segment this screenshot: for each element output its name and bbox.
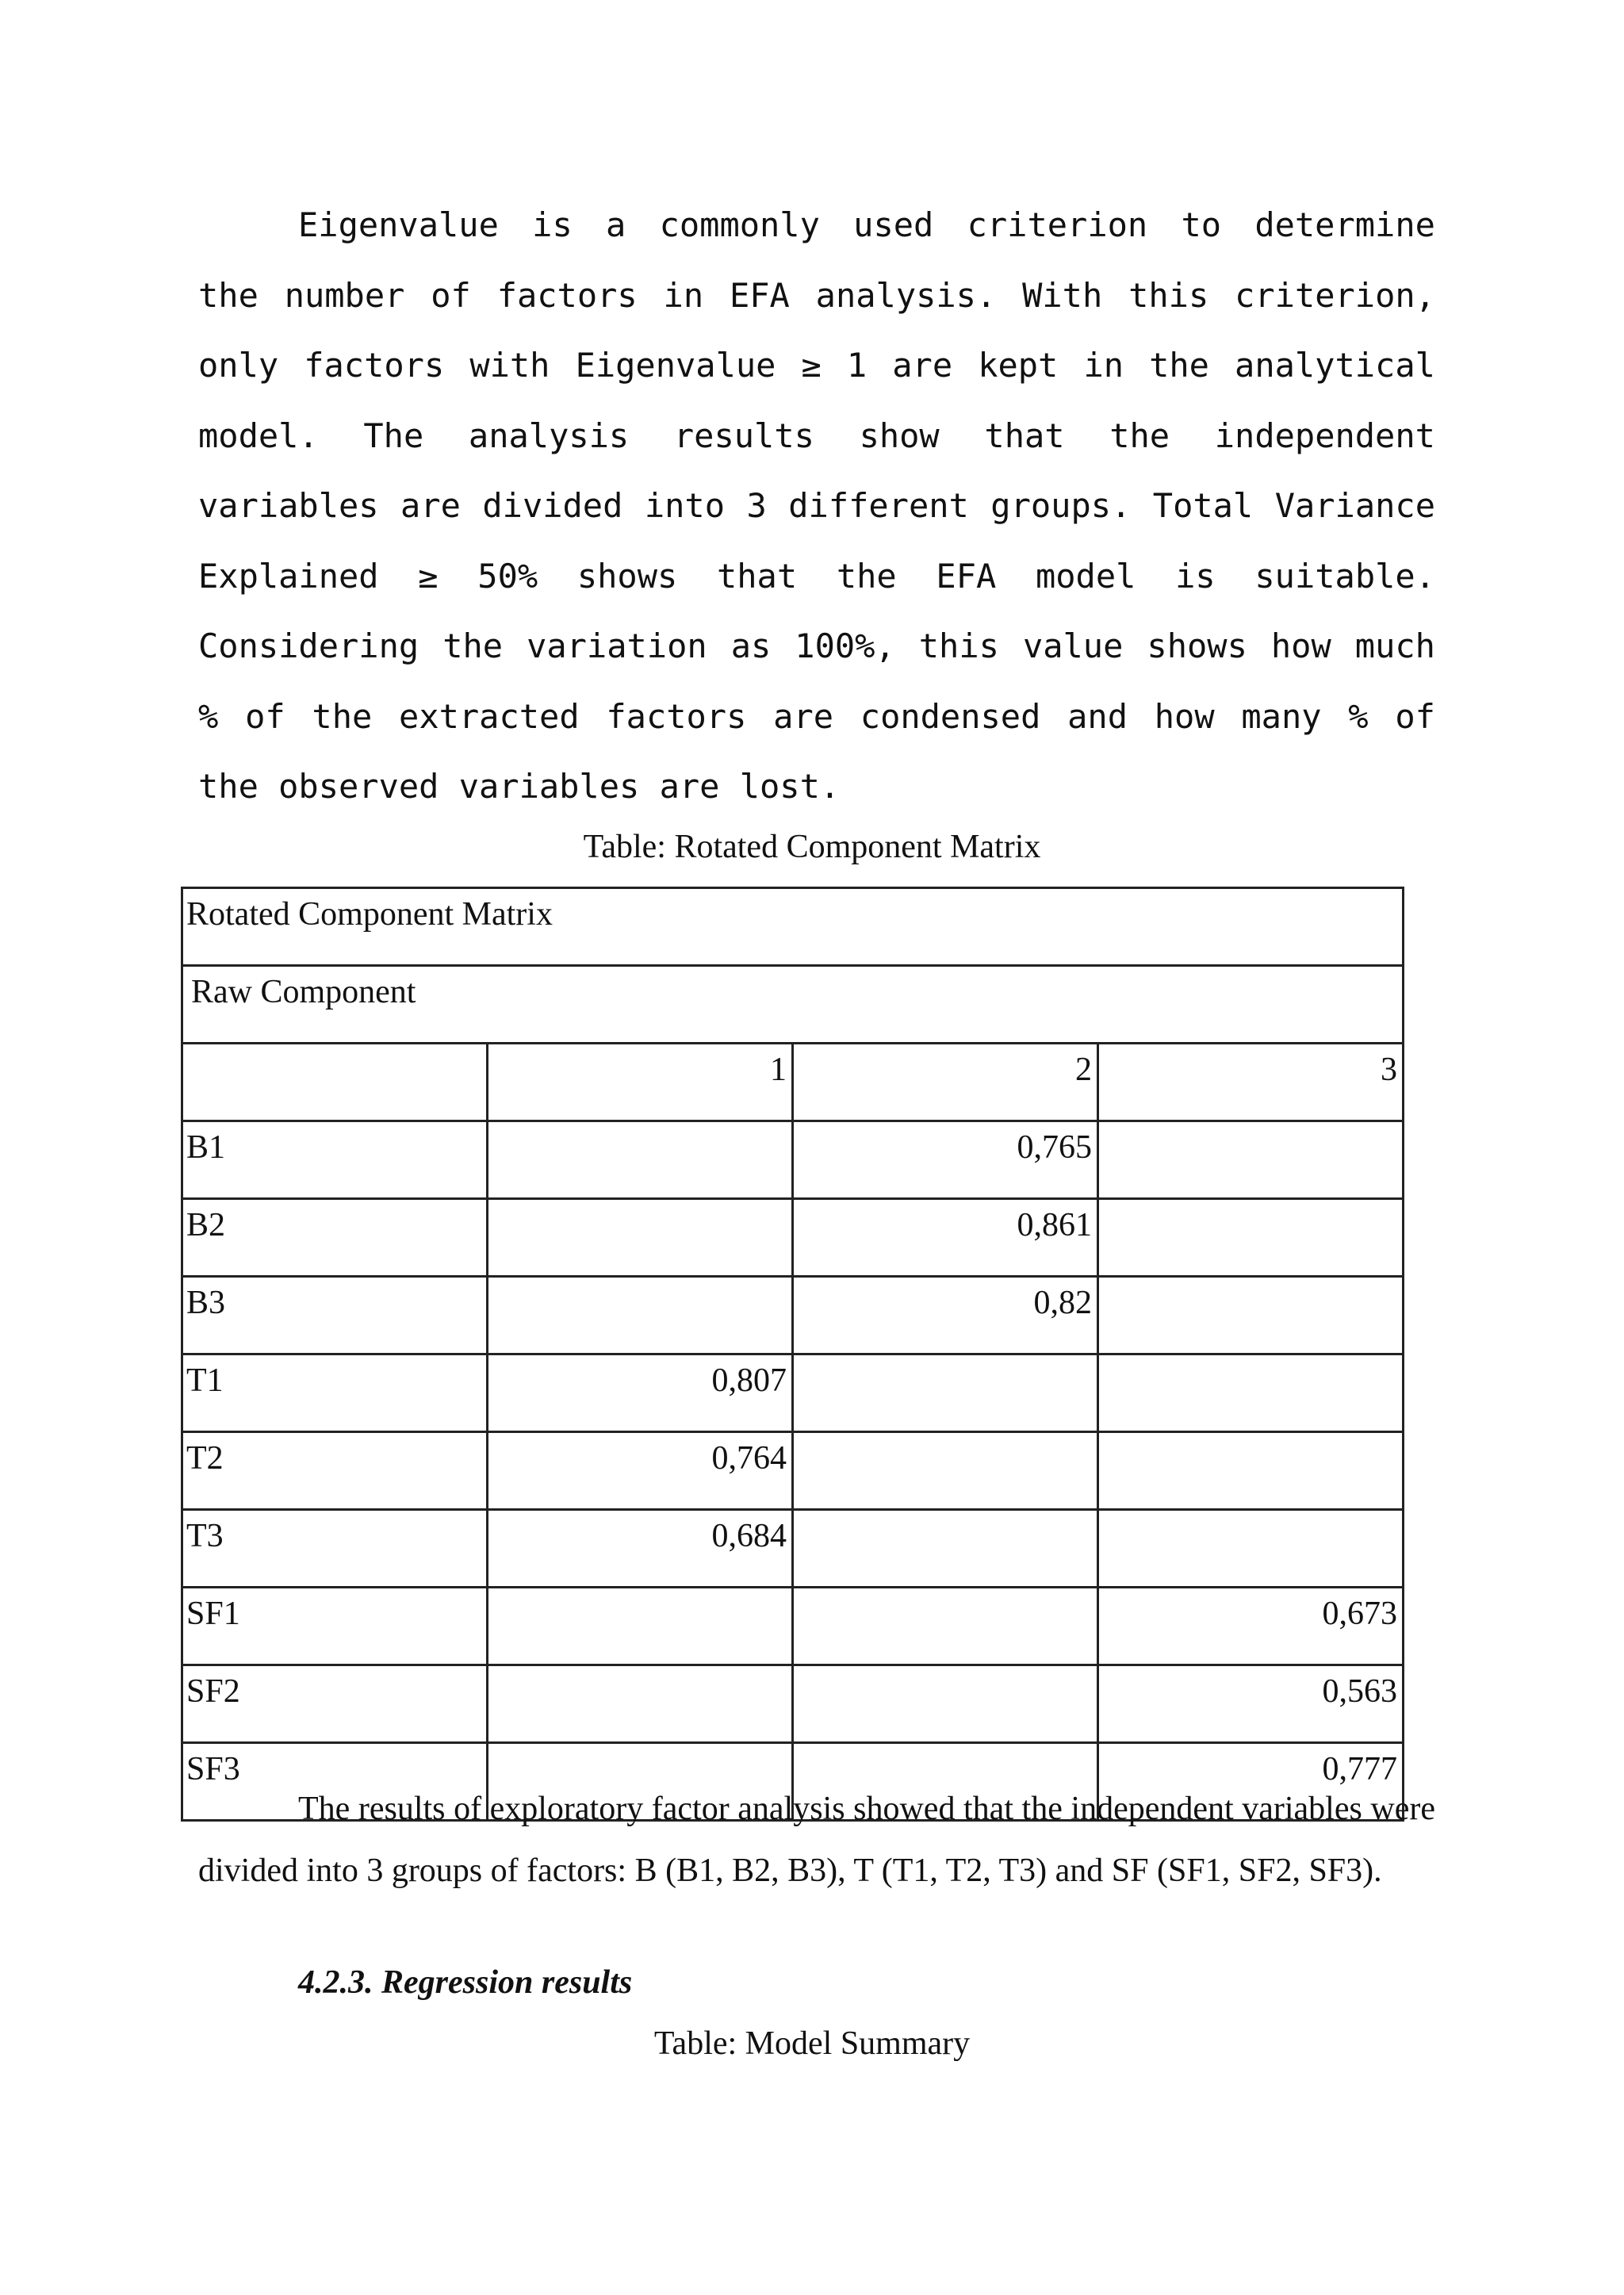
component-2-cell [793,1354,1098,1432]
paragraph-word: how [1154,696,1215,736]
paragraph-line [198,542,1435,612]
component-2-cell [793,1510,1098,1588]
component-3-cell: 0,563 [1098,1665,1404,1743]
paragraph-word: Eigenvalue [575,346,776,385]
paragraph-word: this [1128,275,1209,315]
paragraph-word: The [363,416,424,455]
row-label-cell: B1 [182,1121,488,1199]
paragraph-word: the [836,556,897,596]
table-row [182,1121,1404,1199]
row-label-cell: T1 [182,1354,488,1432]
paragraph-line [198,401,1435,472]
paragraph-line [198,190,1435,261]
paragraph-line [198,682,1435,753]
paragraph-word: Explained [198,556,379,596]
component-3-cell: 0,673 [1098,1588,1404,1665]
section-heading: 4.2.3. Regression results [298,1964,633,2001]
paragraph-word: % [198,696,219,736]
paragraph-word: With [1022,275,1103,315]
paragraph-word: shows [576,556,678,596]
paragraph-word: this [918,626,999,665]
paragraph-word: Variance [1274,486,1435,525]
paragraph-line [198,331,1435,401]
component-3-cell: 0,777 [1098,1743,1404,1821]
component-2-cell [793,1665,1098,1743]
row-label-cell: SF3 [182,1743,488,1821]
component-3-cell [1098,1199,1404,1277]
paragraph-word: are [773,696,834,736]
component-1-cell [488,1665,793,1743]
table-row [182,1665,1404,1743]
rotated-component-matrix-table [181,887,1404,1822]
table-subtitle-row [182,966,1404,1044]
paragraph-word: different [788,486,969,525]
paragraph-word: kept [978,346,1059,385]
paragraph-word: condensed [860,696,1041,736]
paragraph-word: variation [527,626,707,665]
component-1-cell [488,1199,793,1277]
paragraph-word: many [1241,696,1322,736]
paragraph-word: factors [304,346,445,385]
component-1-cell: 0,807 [488,1354,793,1432]
paragraph-word: the [1149,346,1209,385]
row-label-cell: B2 [182,1199,488,1277]
paragraph-word: shows [1147,626,1247,665]
paragraph-word: the [198,275,259,315]
paragraph-word: the [442,626,504,665]
header-cell-component-3: 3 [1098,1044,1404,1121]
row-label-cell: SF2 [182,1665,488,1743]
paragraph-word: criterion, [1235,275,1435,315]
paragraph-word: of [431,275,471,315]
table-row [182,1354,1404,1432]
row-label-cell: B3 [182,1277,488,1354]
paragraph-word: EFA [729,275,790,315]
header-cell-empty [182,1044,488,1121]
component-3-cell [1098,1121,1404,1199]
table-row [182,1510,1404,1588]
paragraph-word: only [198,346,279,385]
paragraph-word: value [1022,626,1124,665]
paragraph-word: Total [1152,486,1254,525]
intro-paragraph [198,190,1435,822]
paragraph-word: % [1348,696,1369,736]
component-3-cell [1098,1432,1404,1510]
paragraph-word: much [1354,626,1435,665]
component-1-cell [488,1588,793,1665]
paragraph-word: model. [198,416,319,455]
paragraph-word: is [532,205,573,244]
paragraph-word: Eigenvalue [298,205,499,244]
component-1-cell: 0,684 [488,1510,793,1588]
paragraph-word: with [469,346,550,385]
paragraph-word: determine [1254,205,1435,244]
paragraph-word: variables [198,486,379,525]
paragraph-word: is [1175,556,1216,596]
component-2-cell [793,1588,1098,1665]
paragraph-word: criterion [967,205,1148,244]
paragraph-word: a [606,205,626,244]
paragraph-word: are [892,346,953,385]
paragraph-word: results [673,416,814,455]
component-2-cell: 0,861 [793,1199,1098,1277]
paragraph-word: divided [482,486,623,525]
paragraph-word: analysis [468,416,630,455]
paragraph-word: extracted [399,696,580,736]
paragraph-word: 100%, [795,626,895,665]
paragraph-word: the [1109,416,1170,455]
paragraph-word: ≥ [801,346,822,385]
paragraph-word: and [1067,696,1128,736]
paragraph-word: the observed variables are lost. [198,767,841,806]
paragraph-word: factors [606,696,747,736]
paragraph-word: model [1035,556,1136,596]
paragraph-word: suitable. [1254,556,1435,596]
paragraph-word: how [1270,626,1331,665]
table-caption-rotated-matrix: Table: Rotated Component Matrix [583,829,1041,865]
table-subtitle-cell: Raw Component [182,966,1404,1044]
paragraph-word: of [245,696,285,736]
paragraph-line [198,752,1435,822]
paragraph-line [198,471,1435,542]
row-label-cell: SF1 [182,1588,488,1665]
component-2-cell: 0,82 [793,1277,1098,1354]
row-label-cell: T3 [182,1510,488,1588]
paragraph-word: of [1395,696,1435,736]
table-row [182,1199,1404,1277]
paragraph-word: that [716,556,798,596]
component-1-cell: 0,764 [488,1432,793,1510]
paragraph-word: into [644,486,726,525]
paragraph-word: as [730,626,772,665]
paragraph-word: are [400,486,461,525]
matrix-body [182,1121,1404,1821]
component-3-cell [1098,1277,1404,1354]
paragraph-word: show [859,416,940,455]
component-2-cell [793,1432,1098,1510]
paragraph-word: groups. [990,486,1132,525]
paragraph-word: analysis. [815,275,997,315]
component-2-cell: 0,765 [793,1121,1098,1199]
header-cell-component-1: 1 [488,1044,793,1121]
paragraph-word: ≥ [418,556,439,596]
table-row [182,1588,1404,1665]
paragraph-line [198,611,1435,682]
component-1-cell [488,1121,793,1199]
component-3-cell [1098,1510,1404,1588]
paragraph-word: to [1181,205,1222,244]
paragraph-word: analytical [1235,346,1435,385]
paragraph-word: independent [1214,416,1435,455]
results-paragraph: The results of exploratory factor analysis showed that the independent variables were divided into 3 groups of factors: B (B1, B2, B3), T (T1, T2, T3) and SF (SF1, SF2, SF3). [198,1791,1435,1889]
paragraph-word: in [663,275,704,315]
paragraph-word: Considering [198,626,419,665]
paragraph-word: 1 [846,346,868,385]
table-header-row [182,1044,1404,1121]
component-3-cell [1098,1354,1404,1432]
paragraph-word: EFA [936,556,997,596]
component-1-cell [488,1277,793,1354]
paragraph-word: factors [496,275,638,315]
paragraph-word: number [284,275,405,315]
table-row [182,1432,1404,1510]
paragraph-word: in [1083,346,1124,385]
table-caption-model-summary: Table: Model Summary [653,2025,971,2062]
table-title-cell: Rotated Component Matrix [182,888,1404,966]
paragraph-line [198,261,1435,331]
paragraph-word: commonly [659,205,820,244]
table-row [182,1277,1404,1354]
paragraph-word: used [853,205,934,244]
paragraph-word: 50% [477,556,538,596]
paragraph-word: the [312,696,373,736]
paragraph-word: 3 [746,486,767,525]
row-label-cell: T2 [182,1432,488,1510]
header-cell-component-2: 2 [793,1044,1098,1121]
paragraph-word: that [984,416,1065,455]
table-title-row [182,888,1404,966]
